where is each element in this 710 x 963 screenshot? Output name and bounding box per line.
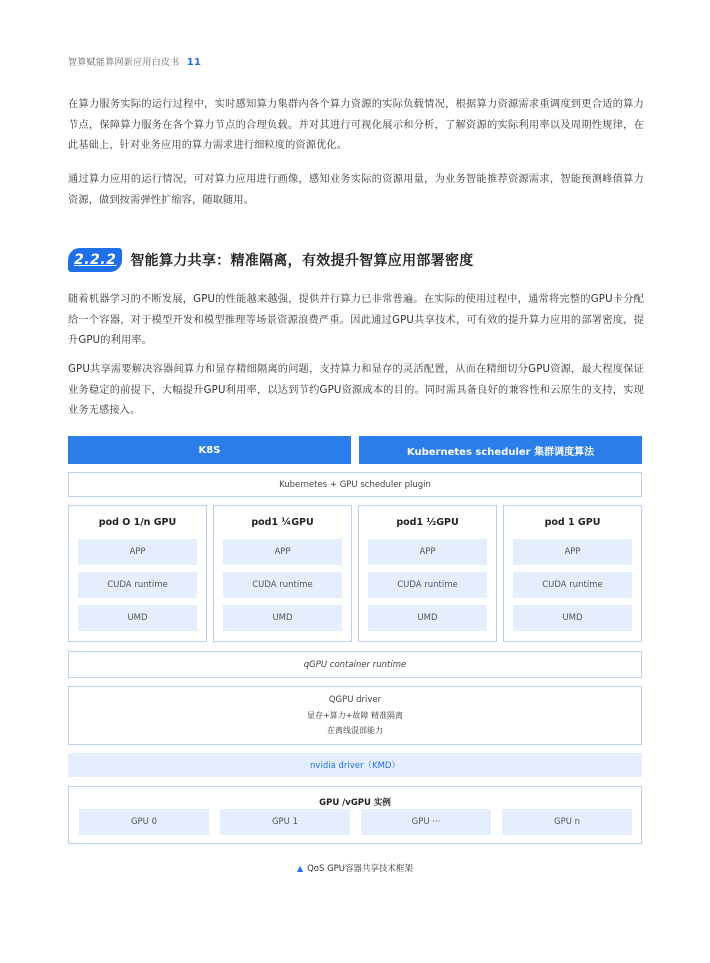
- pod-umd-cell: UMD: [513, 605, 632, 631]
- pod-box: [503, 505, 642, 642]
- pod-umd-cell: UMD: [223, 605, 342, 631]
- caption-text: QoS GPU容器共享技术框架: [307, 864, 414, 874]
- gpu-instance-panel: [68, 786, 642, 844]
- pod-app-cell: APP: [368, 539, 487, 565]
- pod-umd-cell: UMD: [78, 605, 197, 631]
- page-number: 11: [186, 57, 202, 68]
- gpu-cell: GPU ···: [361, 809, 491, 835]
- scheduler-plugin-box: Kubernetes + GPU scheduler plugin: [68, 472, 642, 497]
- pod-app-cell: APP: [513, 539, 632, 565]
- pod-box: [358, 505, 497, 642]
- nvidia-driver-bar: nvidia driver（KMD）: [68, 753, 642, 777]
- pod-cuda-cell: CUDA runtime: [368, 572, 487, 598]
- gpu-cell: GPU 1: [220, 809, 350, 835]
- paragraph-3: 随着机器学习的不断发展，GPU的性能越来越强，提供并行算力已非常普遍。在实际的使用过程中，通常将完整的GPU卡分配给一个容器，对于模型开发和模型推理等场景资源浪费严重。因此通过GPU共享技术，可有效的提升算力应用的部署密度，提升GPU的利用率。: [68, 294, 644, 346]
- pod-title: pod1 ½GPU: [396, 517, 459, 528]
- pod-cuda-cell: CUDA runtime: [513, 572, 632, 598]
- paragraph-4: GPU共享需要解决容器间算力和显存精细隔离的问题，支持算力和显存的灵活配置，从而在精细切分GPU资源，最大程度保证业务稳定的前提下，大幅提升GPU利用率，以达到节约GPU资源成本的目的。同时需具备良好的兼容性和云原生的支持，实现业务无感接入。: [68, 364, 644, 416]
- pod-title: pod1 ¼GPU: [251, 517, 314, 528]
- triangle-icon: ▲: [296, 864, 304, 873]
- scheduler-bar: Kubernetes scheduler 集群调度算法: [359, 436, 642, 464]
- header-title: 智算赋能算网新应用白皮书: [68, 58, 180, 68]
- pod-title: pod O 1/n GPU: [98, 517, 177, 528]
- gpu-panel-title: GPU /vGPU 实例: [319, 798, 391, 808]
- gpu-cell: GPU n: [502, 809, 632, 835]
- pod-box: [213, 505, 352, 642]
- pod-app-cell: APP: [78, 539, 197, 565]
- container-runtime-box: qGPU container runtime: [68, 651, 642, 678]
- section-number: 2.2.2: [68, 248, 122, 272]
- pod-umd-cell: UMD: [368, 605, 487, 631]
- driver-line-isolation: 显存+算力+故障 精准隔离: [307, 711, 403, 720]
- qgpu-driver-box: [68, 686, 642, 745]
- figure-caption: [0, 862, 710, 874]
- paragraph-2: 通过算力应用的运行情况，可对算力应用进行画像，感知业务实际的资源用量，为业务智能推荐资源需求，智能预测峰值算力资源，做到按需弹性扩缩容，随取随用。: [68, 174, 644, 206]
- driver-line-colocation: 在离线混部能力: [327, 726, 383, 735]
- section-heading: [68, 247, 474, 273]
- paragraph-1: 在算力服务实际的运行过程中，实时感知算力集群内各个算力资源的实际负载情况，根据算力资源需求重调度到更合适的算力节点，保障算力服务在各个算力节点的合理负载。并对其进行可视化展示和分析，了解资源的实际利用率以及周期性规律，在此基础上，针对业务应用的算力需求进行细粒度的资源优化。: [68, 99, 644, 151]
- gpu-cell: GPU 0: [79, 809, 209, 835]
- pod-title: pod 1 GPU: [544, 517, 601, 528]
- pod-cuda-cell: CUDA runtime: [78, 572, 197, 598]
- pod-cuda-cell: CUDA runtime: [223, 572, 342, 598]
- section-title: 智能算力共享：精准隔离，有效提升智算应用部署密度: [130, 253, 474, 269]
- page-header: [68, 55, 201, 68]
- pod-box: [68, 505, 207, 642]
- k8s-bar: K8S: [68, 436, 351, 464]
- pod-app-cell: APP: [223, 539, 342, 565]
- driver-title: QGPU driver: [328, 695, 382, 705]
